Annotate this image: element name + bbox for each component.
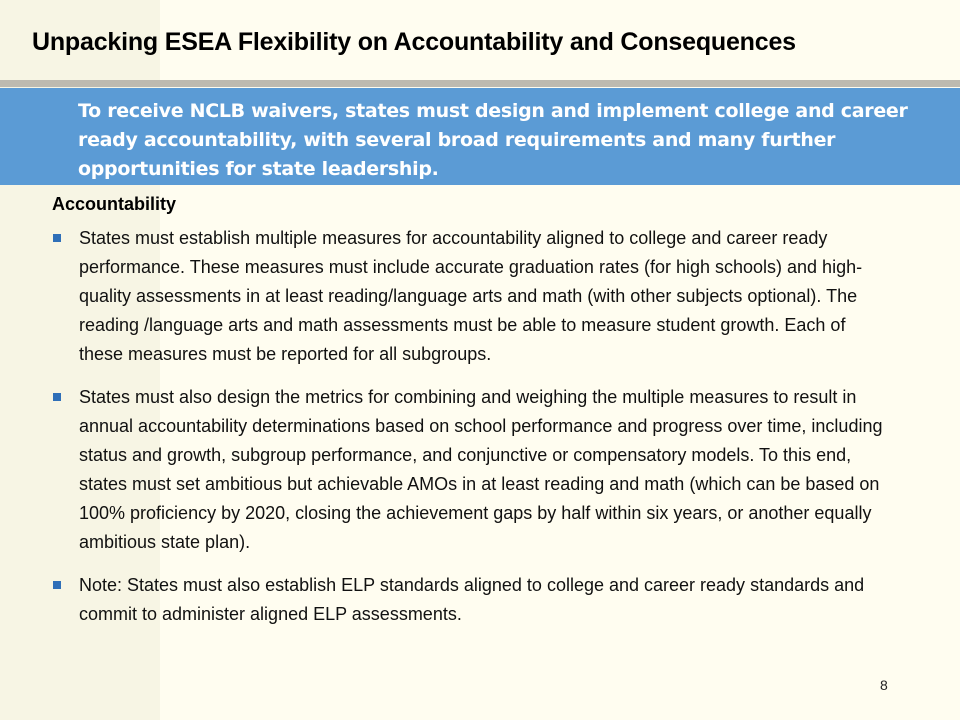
section-heading: Accountability <box>52 194 177 214</box>
square-bullet-icon <box>53 393 61 401</box>
bullet-text: Note: States must also establish ELP standards aligned to college and career ready standards and commit to administer aligned ELP assessments. <box>79 575 865 624</box>
bullet-item <box>52 224 892 369</box>
bullet-text: States must also design the metrics for combining and weighing the multiple measures to result in annual accountability determinations based on school performance and progress over time, including status and growth, subgroup performance, and conjunctive or compensatory models. To this end, states must set ambitious but achievable AMOs in at least reading and math (which can be based on 100% proficiency by 2020, closing the achievement gaps by half within six years, or another equally ambitious state plan). <box>79 387 883 552</box>
bullet-item <box>52 383 892 557</box>
slide-title: Unpacking ESEA Flexibility on Accountability and Consequences <box>32 28 796 56</box>
bullet-list <box>52 224 892 629</box>
square-bullet-icon <box>53 234 61 242</box>
square-bullet-icon <box>53 581 61 589</box>
page-number: 8 <box>880 677 888 693</box>
slide-content <box>52 192 892 643</box>
banner-text: To receive NCLB waivers, states must design and implement college and career ready accountability, with several broad requirements and many further opportunities for state leadership. <box>78 100 908 180</box>
summary-banner <box>0 88 960 185</box>
bullet-item <box>52 571 892 629</box>
title-divider <box>0 80 960 87</box>
bullet-text: States must establish multiple measures for accountability aligned to college and career ready performance. These measures must include accurate graduation rates (for high schools) and high-quality assessments in at least reading/language arts and math (with other subjects optional). The reading /language arts and math assessments must be able to measure student growth. Each of these measures must be reported for all subgroups. <box>79 228 863 364</box>
